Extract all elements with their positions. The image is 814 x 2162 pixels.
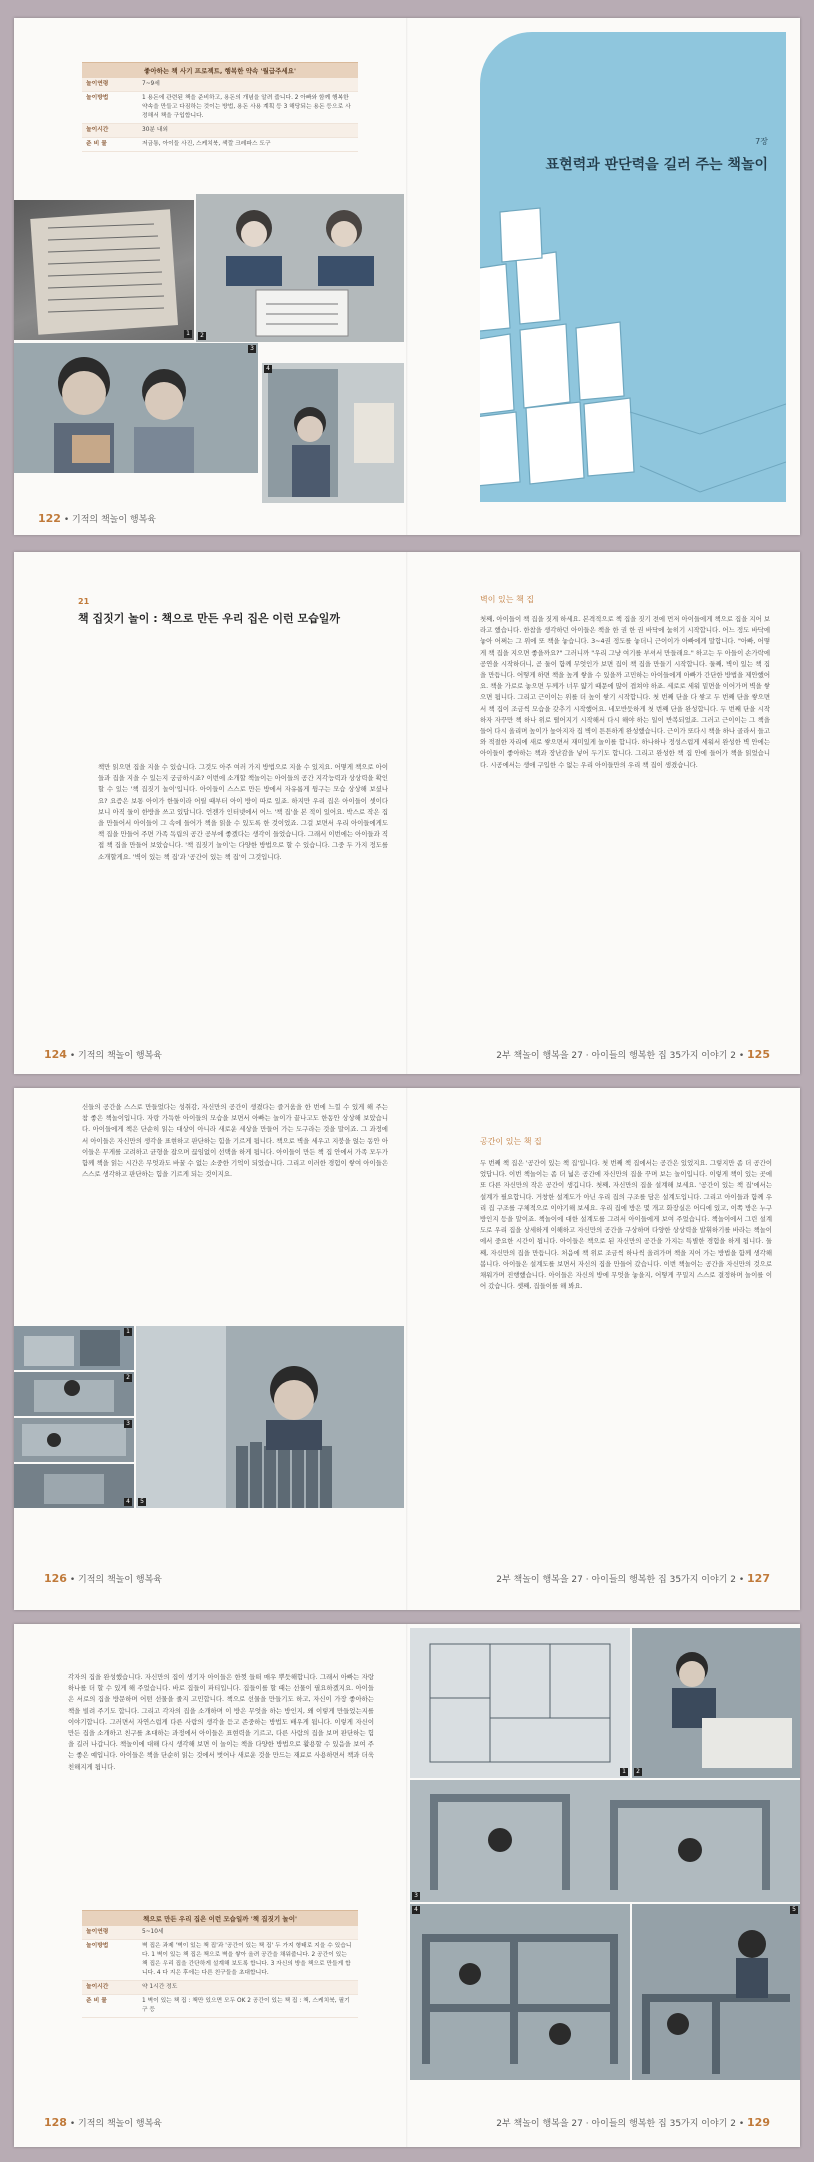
chapter-number: 7장 — [755, 137, 768, 146]
photo-number: 2 — [198, 332, 206, 340]
info-row: 놀이시간 약 1시간 정도 — [82, 1981, 358, 1995]
photo-number: 4 — [264, 365, 272, 373]
photo-number: 2 — [634, 1768, 642, 1776]
photo-number: 1 — [184, 330, 192, 338]
section-title: 책 집짓기 놀이 : 책으로 만든 우리 집은 이런 모습일까 — [78, 612, 341, 625]
paper-lines-image — [14, 200, 194, 340]
photo-book-walls-4 — [14, 1464, 134, 1508]
page-number-125: 2부 책놀이 행복을 27 · 아이들의 행복한 집 35가지 이야기 2 • 125 — [496, 1048, 770, 1061]
chapter-title: 표현력과 판단력을 길러 주는 책놀이 — [545, 157, 768, 173]
chapter-cover-panel — [480, 32, 786, 502]
page-number-129: 2부 책놀이 행복을 27 · 아이들의 행복한 집 35가지 이야기 2 • 129 — [496, 2116, 770, 2129]
body-text-left: 신들의 공간을 스스로 만들었다는 성취감, 자신만의 공간이 생겼다는 즐거움을 한 번에 느낄 수 있게 해 주는 참 좋은 책놀이입니다. 자랑 가득한 아이들의 모습을 보면서 아빠는 놀이가 끝나고도 한동안 상상해 보았습니다. 아이들에게 책은 단순히 읽는 대상이 아니라 새로운 세상을 만들어 가는 도구라는 것을 말이죠. 그 과정에서 아이들은 자신만의 생각을 표현하고 판단하는 힘을 기르게 됩니다. 책으로 벽을 세우고 지붕을 얹는 동안 아이들은 무게를 고려하고 균형을 잡으며 끊임없이 선택을 하게 됩니다. 아이들이 만든 책 집 안에서 가족 모두가 함께 책을 읽는 시간은 무엇과도 바꿀 수 없는 소중한 기억이 되었습니다. 그리고 이러한 경험이 쌓여 아이들은 스스로 생각하고 판단하는 힘을 기르게 되는 것이지요. — [82, 1103, 388, 1179]
photo-number: 3 — [248, 345, 256, 353]
photo-number: 3 — [124, 1420, 132, 1428]
info-row: 놀이연령 5~10세 — [82, 1926, 358, 1940]
spread-2 — [14, 552, 800, 1074]
info-box-header: 좋아하는 책 사기 프로젝트, 행복한 약속 '월급주세요' — [82, 63, 358, 78]
photo-number: 1 — [620, 1768, 628, 1776]
photo-floor-plan — [410, 1628, 630, 1778]
subsection-title: 벽이 있는 책 집 — [480, 595, 534, 604]
page-number-122: 122 • 기적의 책놀이 행복육 — [38, 512, 156, 525]
page-number-128: 128 • 기적의 책놀이 행복육 — [44, 2116, 162, 2129]
subsection-title: 공간이 있는 책 집 — [480, 1137, 542, 1146]
body-text-right: 두 번째 책 집은 '공간이 있는 책 집'입니다. 첫 번째 책 집에서는 공간은 있었지요. 그렇지만 좀 더 공간이었답니다. 이번 책놀이는 좀 더 넓은 공간에 자신만의 집을 꾸며 보는 놀이입니다. 이렇게 책이 있는 곳에 또 다른 자신만의 작은 공간이 생깁니다. 첫째, 자신만의 집을 설계해 보세요. '공간이 있는 책 집'에서는 설계가 필요합니다. 거창한 설계도가 아닌 우리 집의 구조를 담은 설계도입니다. 그리고 아이들과 함께 우리 집 구조를 구체적으로 이야기해 보세요. 우리 집에 방은 몇 개고 화장실은 어디에 있고, 이쪽 방은 누구 방인지 등을 말이죠. 책놀이에 대한 설계도를 그려서 아이들에게 보여 주었습니다. 책놀이에서 그린 설계도로 우리 집을 상세하게 이해하고 자신만의 공간을 구상하며 다양한 상상력을 발휘하기를 바라는 책놀이에서 중요한 시간이 됩니다. 아이들은 책으로 된 자신만의 공간을 가지는 특별한 경험을 하게 됩니다. 둘째, 자신만의 집을 만듭니다. 처음에 책 위로 조금씩 하나씩 올려가며 책을 지어 가는 방법을 함께 생각해 봅니다. 아이들은 설계도를 보면서 자신의 집을 만들어 갔습니다. 이번 책놀이는 공간을 자신만의 것으로 채워가며 진행했습니다. 아이들은 자신의 방에 무엇을 놓을지, 어떻게 꾸밀지 스스로 결정하며 놀이를 이어 갔습니다. 셋째, 집들이를 해 봐요. — [480, 1159, 772, 1291]
chapter-number-21: 21 — [78, 597, 90, 606]
page-number-124: 124 • 기적의 책놀이 행복육 — [44, 1048, 162, 1061]
photo-number: 1 — [124, 1328, 132, 1336]
body-text-left: 책만 읽으면 집을 지을 수 있습니다. 그것도 아주 여러 가지 방법으로 지을 수 있지요. 어떻게 책으로 아이들과 집을 지을 수 있는지 궁금하시죠? 이번에 소개할 책놀이는 아이들의 공간 지각능력과 상상력을 확인할 수 있는 '책 집짓기 놀이'입니다. 아이들이 스스로 만든 방에서 자유롭게 뒹구는 모습 상상해 보셨나요? 요즘은 보통 아이가 한둘이라 어릴 때부터 아이 방이 따로 있죠. 하지만 우리 집은 아이들이 셋이다 보니 아직 둘이 한방을 쓰고 있답니다. 언젠가 인터넷에서 어느 '책 집'을 본 적이 있어요. 박스로 작은 집을 만들어서 아이들이 그 속에 들어가 책을 읽을 수 있도록 한 것이었죠. 그걸 보면서 우리 아이들에게도 책 집을 만들어 주면 가족 독립의 공간 공부에 좋겠다는 생각이 들었습니다. 그래서 이번에는 아이들과 직접 책 집을 만들어 보았습니다. '책 집짓기 놀이'는 다양한 방법으로 할 수 있습니다. 그중 두 가지 정도를 소개할게요. '벽이 있는 책 집'과 '공간이 있는 책 집'이 그것입니다. — [98, 763, 388, 861]
photo-boy-at-window — [262, 363, 404, 503]
info-row: 준 비 물 저금통, 아이들 사진, 스케치북, 색깔 크레파스 도구 — [82, 138, 358, 152]
book-tower-illustration — [480, 32, 786, 502]
photo-number: 4 — [412, 1906, 420, 1914]
photo-kids-in-book-rooms — [632, 1904, 800, 2080]
photo-book-rooms-floor — [410, 1904, 630, 2080]
info-row: 놀이연령 7~9세 — [82, 78, 358, 92]
spread-3 — [14, 1088, 800, 1610]
info-box — [82, 62, 358, 152]
info-box — [82, 1910, 358, 2018]
page-number-126: 126 • 기적의 책놀이 행복육 — [44, 1572, 162, 1585]
photo-number: 2 — [124, 1374, 132, 1382]
info-row: 놀이방법 1 용돈에 관련된 책을 준비하고, 용돈의 개념을 알려 줍니다. 2 아빠와 함께 행복한 약속을 만들고 다짐하는 것이는 방법, 용돈 사용 계획 등 3 해당되는 용돈 등으로 사정해서 책을 구입합니다. — [82, 92, 358, 124]
photo-number: 3 — [412, 1892, 420, 1900]
page-number-127: 2부 책놀이 행복을 27 · 아이들의 행복한 집 35가지 이야기 2 • 127 — [496, 1572, 770, 1585]
spread-1 — [14, 18, 800, 535]
spread-4 — [14, 1624, 800, 2147]
photo-book-walls-3 — [14, 1418, 134, 1462]
photo-boys-with-bank — [14, 343, 258, 473]
photo-kids-pictures — [196, 194, 404, 342]
info-box-header: 책으로 만든 우리 집은 이런 모습일까 '책 집짓기 놀이' — [82, 1911, 358, 1926]
info-row: 준 비 물 1 벽이 있는 책 집 : 책만 있으면 모두 OK 2 공간이 있는 책 집 : 책, 스케치북, 필기구 등 — [82, 1995, 358, 2018]
photo-number: 5 — [790, 1906, 798, 1914]
photo-number: 4 — [124, 1498, 132, 1506]
photo-boy-in-book-house — [136, 1326, 404, 1508]
photo-number: 5 — [138, 1498, 146, 1506]
body-text-right: 첫째, 아이들이 책 집을 짓게 하세요. 본격적으로 책 집을 짓기 전에 먼저 아이들에게 책으로 집을 지어 보라고 했습니다. 한참을 생각하던 아이들은 책을 한 권 한 권 바닥에 눕히기 시작합니다. 어느 정도 바닥에 놓아 어쩌는 그 위에 또 책을 놓습니다. 3~4권 정도를 놓더니 근이이가 아빠에게 말합니다. "아빠, 어떻게 책 집을 지으면 좋을까요?" 그러니까 "우리 그냥 여기를 부셔서 만들래요." 하고는 두 아들이 손가락에 공연을 시작하더니, 곧 둘이 함께 무엇인가 보면 집이 책 집을 만들기 시작합니다. 둘째, 벽이 있는 책 집을 만듭니다. 어떻게 하면 책을 높게 쌓을 수 있을까 고민하는 아이들에게 아빠가 간단한 방법을 제안했어요. 책을 가로로 놓으면 두께가 너무 얇기 때문에 많이 겹쳐야 하죠. 세로로 세워 밑면을 이어가며 벽을 쌓으면 됩니다. 그리고 근이이는 위를 더 높이 쌓기 시작합니다. 첫 번째 단을 다 쌓고 두 번째 단을 쌓으면서 책 집이 조금씩 모습을 갖추기 시작했어요. 네모반듯하게 첫 번째 단을 완성합니다. 두 번째 단을 시작하자 자꾸만 책 하나 위로 떨어지기 시작해서 다시 해야 하는 일이 반복되었죠. 그러고 근이이는 그 책을 들어 다시 올리며 높이가 높아지자 집 벽이 튼튼하게 완성했습니다. 근이가 또다시 책을 하나 골라서 들고 와 적절한 자리에 새로 쌓으면서 재미있게 놀이를 합니다. 하나하나 정성스럽게 세워서 완성한 벽 안에는 아이들이 좋아하는 책과 장난감을 넣어 두기도 합니다. 그리고 완성한 책 집 안에 들어가 책을 읽었습니다. 시공에서는 생애 구입한 수 없는 우리 아이들만의 우리 책 집이 생겼습니다. — [480, 615, 770, 769]
photo-book-walls-2 — [14, 1372, 134, 1416]
photo-child-drawing — [632, 1628, 800, 1778]
info-row: 놀이시간 30분 내외 — [82, 124, 358, 138]
info-row: 놀이방법 벽 집은 과제 '벽이 있는 책 집'과 '공간이 있는 책 집' 두 가지 형태로 지을 수 있습니다. 1 벽이 있는 책 집은 책으로 벽을 쌓아 올려 공간을 채워줍니다. 2 공간이 있는 책 집은 우리 집을 간단하게 설계해 보도록 합니다. 3 자신의 방을 책으로 만들게 합니다. 4 다 지은 후에는 다른 친구들을 초대합니다. — [82, 1940, 358, 1981]
photo-book-rooms-overhead — [410, 1780, 800, 1902]
photo-book-walls-1 — [14, 1326, 134, 1370]
body-text-left: 각자의 집을 완성했습니다. 자신만의 집이 생기자 아이들은 한껏 들떠 매우 뿌듯해합니다. 그래서 아빠는 자랑 하나를 더 할 수 있게 해 주었습니다. 바로 집들이 파티입니다. 집들이를 할 때는 선물이 필요하겠지요. 아이들은 서로의 집을 방문하며 어떤 선물을 줄지 고민합니다. 책으로 선물을 만들기도 하고, 자신이 가장 좋아하는 책을 빌려 주기도 합니다. 그리고 각자의 집을 소개하며 이 방은 무엇을 하는 방인지, 왜 이렇게 만들었는지를 이야기합니다. 그러면서 자연스럽게 다른 사람의 생각을 듣고 존중하는 방법도 배우게 됩니다. 이렇게 자신이 만든 집을 소개하고 친구를 초대하는 과정에서 아이들은 표현력을 기르고, 다른 사람의 집을 보며 판단하는 힘을 길러 나갑니다. 책놀이에 대해 다시 생각해 보면 이 놀이는 책을 다양한 방법으로 활용할 수 있음을 보여 주는 좋은 예입니다. 아이들은 책을 단순히 읽는 것에서 벗어나 새로운 것을 만드는 재료로 사용하면서 책과 더욱 친해지게 됩니다. — [68, 1673, 374, 1771]
photo-handwritten-promise — [14, 200, 194, 340]
